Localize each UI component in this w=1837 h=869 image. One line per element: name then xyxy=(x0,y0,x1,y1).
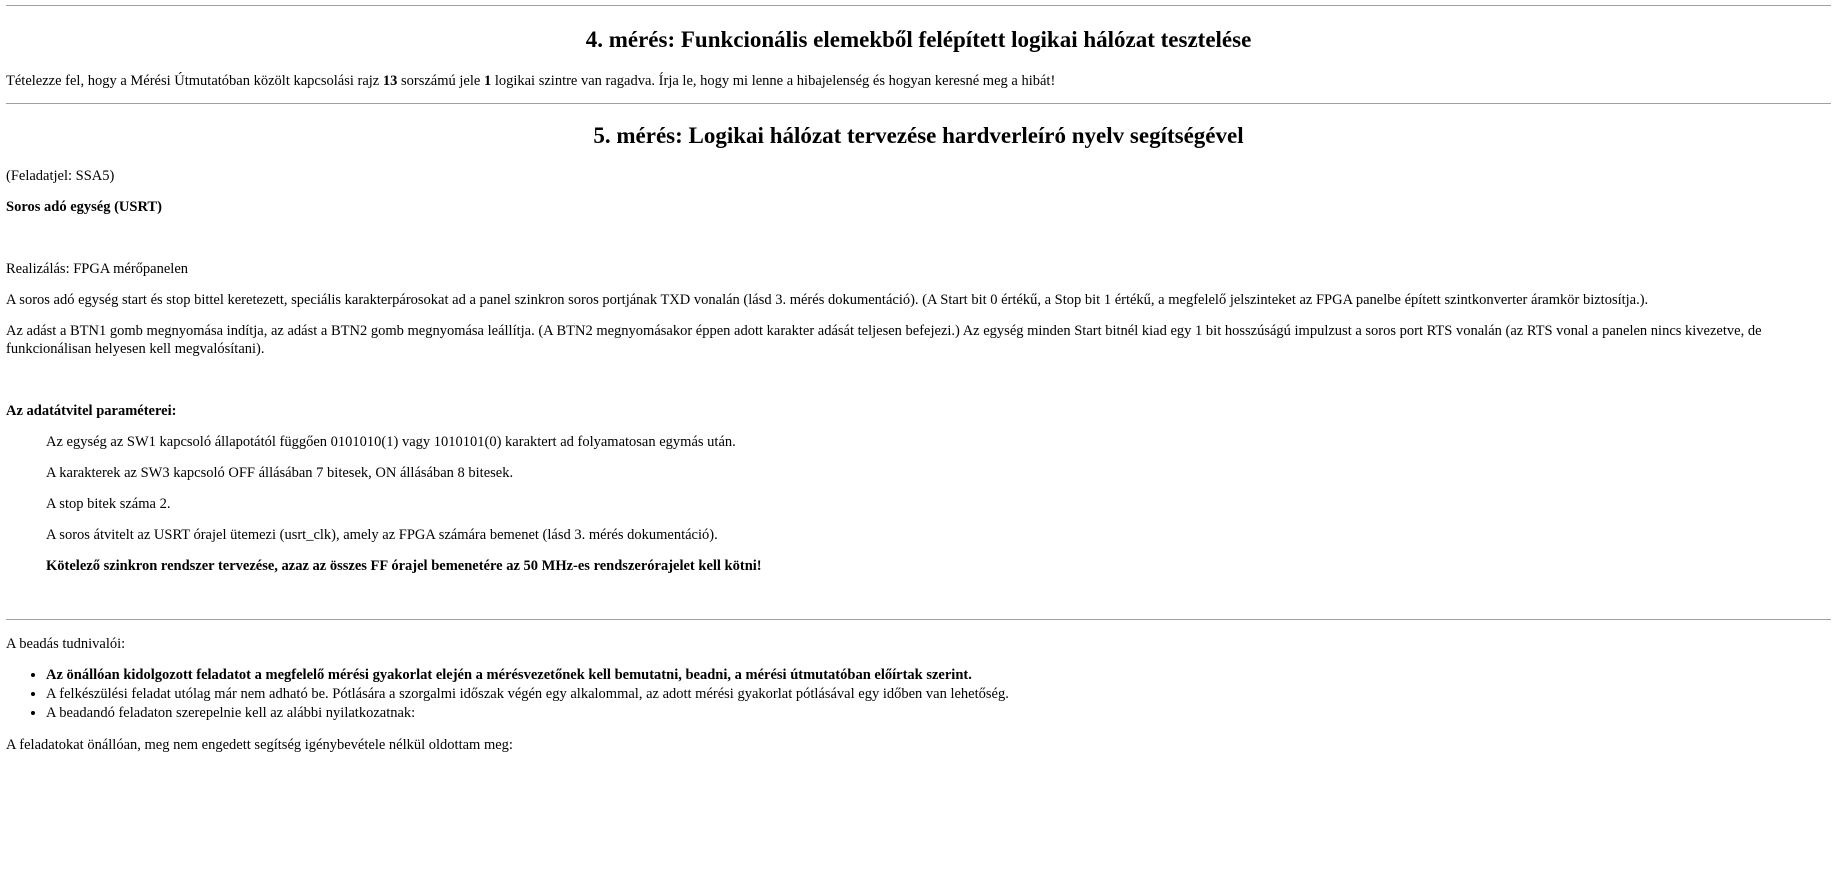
section4-text-c: logikai szintre van ragadva. Írja le, hogy mi lenne a hibajelenség és hogyan keresné meg a hibát! xyxy=(491,73,1056,89)
params-title xyxy=(6,402,1831,420)
paragraph-2: Az adást a BTN1 gomb megnyomása indítja, az adást a BTN2 gomb megnyomása leállítja. (A BTN2 megnyomásakor éppen adott karakter adását teljesen befejezi.) Az egység minden Start bitnél kiad egy 1 bit hosszúságú impulzust a soros port RTS vonalán (az RTS vonal a panelen nincs kivezetve, de funkcionálisan helyesen kell megvalósítani). xyxy=(6,323,1762,357)
realization: Realizálás: FPGA mérőpanelen xyxy=(6,261,189,277)
param-bold-note xyxy=(46,557,1831,575)
task-code: (Feladatjel: SSA5) xyxy=(6,168,115,184)
section4-signal-number: 13 xyxy=(382,73,398,89)
param-3: A stop bitek száma 2. xyxy=(46,496,171,512)
params-title-text: Az adatátvitel paraméterei: xyxy=(6,403,177,419)
param-1: Az egység az SW1 kapcsoló állapotától függően 0101010(1) vagy 1010101(0) karaktert ad folyamatosan egymás után. xyxy=(46,434,736,450)
param-2: A karakterek az SW3 kapcsoló OFF állásában 7 bitesek, ON állásában 8 bitesek. xyxy=(46,465,514,481)
param-bold-text: Kötelező szinkron rendszer tervezése, azaz az összes FF órajel bemenetére az 50 MHz-es rendszerórajelet kell kötni! xyxy=(46,558,762,574)
subtitle-text: Soros adó egység (USRT) xyxy=(6,199,162,215)
section5-heading: 5. mérés: Logikai hálózat tervezése hardverleíró nyelv segítségével xyxy=(593,123,1244,148)
section5-subtitle xyxy=(6,198,1831,216)
document xyxy=(0,5,1837,754)
divider-submission xyxy=(6,619,1831,620)
divider-section5 xyxy=(6,103,1831,104)
section4-heading: 4. mérés: Funkcionális elemekből felépített logikai hálózat tesztelése xyxy=(585,27,1252,52)
section4-task xyxy=(6,72,1831,90)
section4-text-b: sorszámú jele xyxy=(397,73,484,89)
section4-text-a: Tételezze fel, hogy a Mérési Útmutatóban közölt kapcsolási rajz xyxy=(6,73,383,89)
list-item xyxy=(46,666,1831,685)
section4-logic-level: 1 xyxy=(483,73,492,89)
declaration: A feladatokat önállóan, meg nem engedett segítség igénybevétele nélkül oldottam meg: xyxy=(6,737,513,753)
submission-list xyxy=(6,666,1831,723)
param-4: A soros átvitelt az USRT órajel ütemezi (usrt_clk), amely az FPGA számára bemenet (lásd 3. mérés dokumentáció). xyxy=(46,527,718,543)
list-item: • A felkészülési feladat utólag már nem adható be. Pótlására a szorgalmi időszak végén egy alkalommal, az adott mérési gyakorlat pótlásával egy időben van lehetőség. xyxy=(46,685,1831,704)
submission-title: A beadás tudnivalói: xyxy=(6,636,126,652)
divider-top xyxy=(6,5,1831,6)
paragraph-1: A soros adó egység start és stop bittel keretezett, speciális karakterpárosokat ad a panel szinkron soros portjának TXD vonalán (lásd 3. mérés dokumentáció). (A Start bit 0 értékű, a Stop bit 1 értékű, a megfelelő jelszinteket az FPGA panelbe épített szintkonverter áramkör biztosítja.). xyxy=(6,292,1649,308)
submission-item-1: Az önállóan kidolgozott feladatot a megfelelő mérési gyakorlat elején a mérésvezetőnek kell bemutatni, beadni, a mérési útmutatóban előírtak szerint. xyxy=(46,667,972,683)
list-item: • A beadandó feladaton szerepelnie kell az alábbi nyilatkozatnak: xyxy=(46,704,1831,723)
